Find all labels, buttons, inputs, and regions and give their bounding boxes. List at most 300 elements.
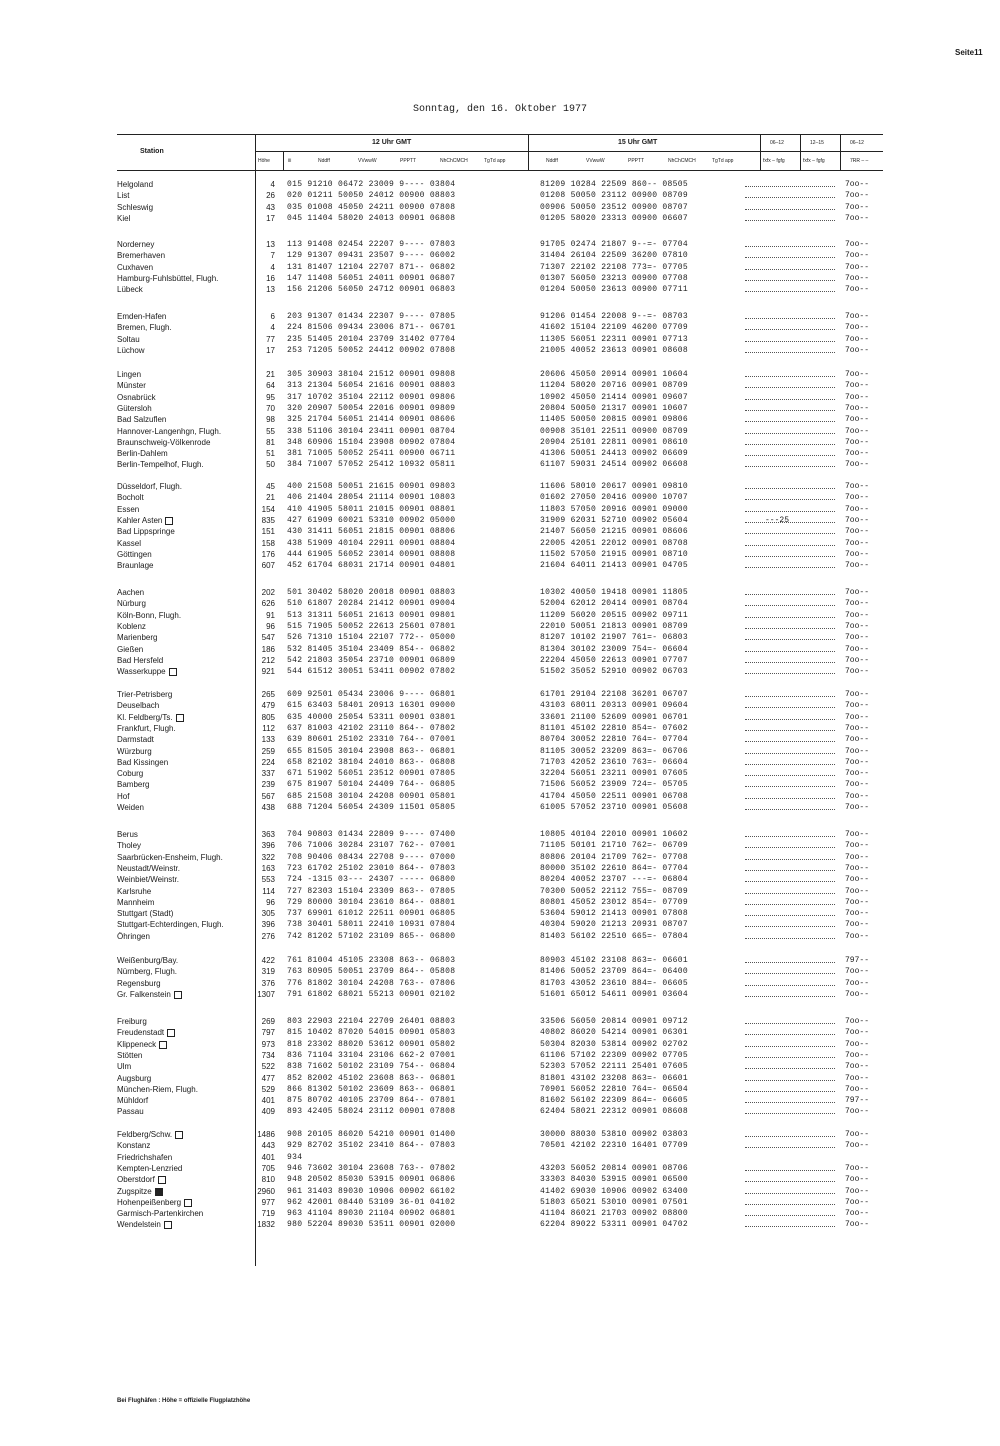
station-name [117, 527, 175, 536]
obs-12utc: 015 91210 06472 23009 9---- 03804 [287, 180, 456, 189]
station-name [117, 599, 146, 608]
station-label: Tholey [117, 841, 142, 850]
leader-dots [745, 499, 835, 500]
obs-15utc: 53604 59012 21413 00901 07808 [540, 909, 688, 918]
station-height: 797 [261, 1028, 275, 1037]
station-height: 4 [270, 180, 275, 189]
trend-value: 7oo-- [845, 323, 870, 332]
obs-15utc: 80204 40052 23707 ---=- 06804 [540, 875, 688, 884]
fxfx-header-1: fxfx – fgfg [763, 158, 785, 164]
leader-dots [745, 533, 835, 534]
obs-15utc: 32204 56051 23211 00901 07605 [540, 769, 688, 778]
obs-15utc: 81403 56102 22510 665=- 07804 [540, 932, 688, 941]
leader-dots [745, 798, 835, 799]
station-label: Garmisch-Partenkirchen [117, 1209, 204, 1218]
obs-12utc: 384 71007 57052 25412 10932 05811 [287, 460, 456, 469]
obs-12utc: 838 71602 50102 23109 754-- 06804 [287, 1062, 456, 1071]
station-label: Coburg [117, 769, 144, 778]
trend-value: 7oo-- [845, 803, 870, 812]
station-height: 805 [261, 713, 275, 722]
trend-value: 7oo-- [845, 438, 870, 447]
square-icon [159, 1041, 167, 1049]
leader-dots [745, 870, 835, 871]
leader-dots [745, 809, 835, 810]
station-label: Hof [117, 792, 130, 801]
obs-15utc: 30000 88030 53810 00902 03803 [540, 1130, 688, 1139]
trend-value: 7oo-- [845, 853, 870, 862]
station-height: 21 [266, 370, 275, 379]
obs-12utc: 609 92501 05434 23006 9---- 06801 [287, 690, 456, 699]
leader-dots [745, 376, 835, 377]
station-label: Helgoland [117, 180, 154, 189]
station-name [117, 1209, 203, 1218]
station-label: Berlin-Tempelhof, Flugh. [117, 460, 204, 469]
station-label: Bad Salzuflen [117, 415, 167, 424]
obs-15utc: 80000 35102 22610 864=- 07704 [540, 864, 688, 873]
station-name [117, 803, 144, 812]
obs-12utc: 045 11404 58020 24013 00901 06808 [287, 214, 456, 223]
leader-dots [745, 341, 835, 342]
station-height: 973 [261, 1040, 275, 1049]
leader-dots [745, 545, 835, 546]
leader-dots [745, 904, 835, 905]
station-label: Lübeck [117, 285, 143, 294]
obs-12utc: 723 61702 25102 23010 864-- 07803 [287, 864, 456, 873]
obs-12utc: 338 51106 30104 23411 00901 08704 [287, 427, 456, 436]
obs-15utc: 40304 59020 21213 20931 08707 [540, 920, 688, 929]
station-label: Konstanz [117, 1141, 151, 1150]
trend-value: 7oo-- [845, 1040, 870, 1049]
station-label: Koblenz [117, 622, 146, 631]
station-name [117, 404, 152, 413]
station-height: 224 [261, 758, 275, 767]
leader-dots [745, 220, 835, 221]
trend-value: 7oo-- [845, 588, 870, 597]
obs-15utc: 81105 30052 23209 863=- 06706 [540, 747, 688, 756]
trend-value: 797-- [845, 956, 870, 965]
station-height: 479 [261, 701, 275, 710]
obs-15utc: 01307 56050 23213 00900 07708 [540, 274, 688, 283]
obs-15utc: 33506 56050 20814 00901 09712 [540, 1017, 688, 1026]
station-name [117, 346, 145, 355]
obs-12utc: 313 21304 56054 21616 00901 08803 [287, 381, 456, 390]
trend-value: 7oo-- [845, 191, 870, 200]
station-height: 50 [266, 460, 275, 469]
station-height: 396 [261, 920, 275, 929]
station-height: 409 [261, 1107, 275, 1116]
station-height: 64 [266, 381, 275, 390]
station-height: 363 [261, 830, 275, 839]
obs-12utc: 704 90803 01434 22809 9---- 07400 [287, 830, 456, 839]
station-header: Station [140, 148, 164, 155]
station-label: Feldberg/Schw. [117, 1130, 173, 1139]
trend-value: 7oo-- [845, 1074, 870, 1083]
obs-15utc: 22204 45050 22613 00901 07707 [540, 656, 688, 665]
trend-value: 797-- [845, 1096, 870, 1105]
trend-value: 7oo-- [845, 1141, 870, 1150]
station-height: 202 [261, 588, 275, 597]
obs-15utc: 71703 42052 23610 763=- 06604 [540, 758, 688, 767]
station-name [117, 701, 159, 710]
station-height: 81 [266, 438, 275, 447]
station-height: 607 [261, 561, 275, 570]
station-name [117, 393, 156, 402]
obs-12utc: 875 80702 40105 23709 864-- 07801 [287, 1096, 456, 1105]
obs-12utc: 637 81003 42102 23110 864-- 07802 [287, 724, 456, 733]
station-label: Lingen [117, 370, 142, 379]
station-name [117, 493, 144, 502]
station-label: Wendelstein [117, 1220, 161, 1229]
obs-15utc: 81801 43102 23208 863=- 06601 [540, 1074, 688, 1083]
trend-value: 7oo-- [845, 1220, 870, 1229]
obs-12utc: 381 71005 50052 25411 00900 06711 [287, 449, 456, 458]
col-nhch-15: NhChCMCH [668, 158, 696, 164]
station-label: Nürburg [117, 599, 146, 608]
obs-12utc: 948 20502 85030 53915 00901 06806 [287, 1175, 456, 1184]
obs-12utc: 761 81004 45105 23308 863-- 06803 [287, 956, 456, 965]
station-name [117, 690, 172, 699]
station-height: 626 [261, 599, 275, 608]
leader-dots [745, 522, 835, 523]
leader-dots [745, 1068, 835, 1069]
obs-15utc: 51502 35052 52910 00902 06703 [540, 667, 688, 676]
obs-15utc: 11209 56020 20515 00902 09711 [540, 611, 688, 620]
station-label: Braunschweig-Völkenrode [117, 438, 211, 447]
station-name [117, 449, 168, 458]
station-name [117, 656, 163, 665]
obs-12utc: 224 81506 09434 23006 871-- 06701 [287, 323, 456, 332]
obs-12utc: 253 71205 50052 24412 00902 07808 [287, 346, 456, 355]
trend-value: 7oo-- [845, 909, 870, 918]
obs-15utc: 81209 10284 22509 860-- 08505 [540, 180, 688, 189]
leader-dots [745, 775, 835, 776]
station-label: Bocholt [117, 493, 144, 502]
station-name [117, 747, 152, 756]
station-label: Essen [117, 505, 140, 514]
trend-value: 7oo-- [845, 724, 870, 733]
obs-15utc: 11606 58010 20617 00901 09810 [540, 482, 688, 491]
obs-12utc: 791 61802 68021 55213 00901 02102 [287, 990, 456, 999]
trend-value: 7oo-- [845, 1017, 870, 1026]
obs-15utc: 11803 57050 20916 00901 09000 [540, 505, 688, 514]
station-name [117, 909, 173, 918]
obs-15utc: 71506 56052 23909 724=- 05705 [540, 780, 688, 789]
obs-12utc: 929 82702 35102 23410 864-- 07803 [287, 1141, 456, 1150]
station-name [117, 622, 146, 631]
station-height: 13 [266, 240, 275, 249]
trend-value: 7oo-- [845, 274, 870, 283]
gmt12-header: 12 Uhr GMT [372, 139, 412, 146]
obs-15utc: 21407 56050 21215 00901 08606 [540, 527, 688, 536]
trend-value: 7oo-- [845, 701, 870, 710]
trend-value: 7oo-- [845, 516, 870, 525]
obs-15utc: 01208 50050 23112 00900 08709 [540, 191, 688, 200]
trend-value: 7oo-- [845, 285, 870, 294]
obs-15utc: 11305 56051 22311 00901 07713 [540, 335, 688, 344]
obs-15utc: 31404 26104 22509 36200 07810 [540, 251, 688, 260]
station-label: Mannheim [117, 898, 155, 907]
obs-12utc: 020 01211 50050 24012 00900 08803 [287, 191, 456, 200]
obs-12utc: 532 81405 35104 23409 854-- 06802 [287, 645, 456, 654]
station-name [117, 381, 146, 390]
obs-15utc: 91705 02474 21807 9--=- 07704 [540, 240, 688, 249]
station-height: 112 [262, 724, 275, 733]
obs-12utc: 156 21206 56050 24712 00901 06803 [287, 285, 456, 294]
leader-dots [745, 605, 835, 606]
obs-12utc: 776 81802 30104 24208 763-- 07806 [287, 979, 456, 988]
obs-15utc: 61701 29104 22108 36201 06707 [540, 690, 688, 699]
station-name [117, 312, 166, 321]
obs-12utc: 635 40000 25054 53311 00901 03801 [287, 713, 456, 722]
obs-15utc: 41602 15104 22109 46200 07709 [540, 323, 688, 332]
station-height: 443 [261, 1141, 275, 1150]
obs-15utc: 81101 45102 22810 854=- 07602 [540, 724, 688, 733]
obs-15utc: 21604 64011 21413 00901 04705 [540, 561, 688, 570]
leader-dots [745, 836, 835, 837]
leader-dots [745, 1034, 835, 1035]
trend-value: 7oo-- [845, 1175, 870, 1184]
obs-12utc: 035 01008 45050 24211 00900 07808 [287, 203, 456, 212]
filled-square-icon [155, 1188, 163, 1196]
trend-value: 7oo-- [845, 263, 870, 272]
station-height: 259 [261, 747, 275, 756]
trend-value: 7oo-- [845, 335, 870, 344]
station-name [117, 1198, 192, 1207]
station-label: Weinbiet/Weinstr. [117, 875, 179, 884]
obs-15utc: 81602 56102 22309 864=- 06605 [540, 1096, 688, 1105]
station-label: Bad Lippspringe [117, 527, 175, 536]
obs-12utc: 763 80905 50051 23709 864-- 05808 [287, 967, 456, 976]
gust-value: ---25 [765, 516, 790, 525]
station-label: Aachen [117, 588, 145, 597]
leader-dots [745, 511, 835, 512]
trend-value: 7oo-- [845, 393, 870, 402]
trend-value: 7oo-- [845, 493, 870, 502]
station-label: Kahler Asten [117, 516, 163, 525]
leader-dots [745, 567, 835, 568]
station-label: Bremerhaven [117, 251, 166, 260]
col-vvwww-15: VVwwW [586, 158, 605, 164]
obs-12utc: 685 21508 30104 24208 00901 05801 [287, 792, 456, 801]
leader-dots [745, 996, 835, 997]
station-name [117, 864, 180, 873]
station-name [117, 713, 184, 722]
obs-15utc: 43103 68011 20313 00901 09604 [540, 701, 688, 710]
station-height: 810 [261, 1175, 275, 1184]
range-12-15: 12–15 [810, 140, 824, 146]
station-name [117, 214, 130, 223]
leader-dots [745, 938, 835, 939]
station-label: Klippeneck [117, 1040, 157, 1049]
station-name [117, 370, 141, 379]
obs-12utc: 320 20907 50054 22016 00901 09809 [287, 404, 456, 413]
station-height: 16 [266, 274, 275, 283]
leader-dots [745, 1226, 835, 1227]
station-name [117, 203, 153, 212]
col-ppptt-12: PPPTT [400, 158, 417, 164]
obs-12utc: 742 81202 57102 23109 865-- 06800 [287, 932, 456, 941]
station-name [117, 667, 177, 676]
station-height: 553 [261, 875, 275, 884]
obs-15utc: 51803 65021 53010 00901 07501 [540, 1198, 688, 1207]
station-label: Hamburg-Fuhlsbüttel, Flugh. [117, 274, 219, 283]
station-label: Soltau [117, 335, 140, 344]
station-label: Braunlage [117, 561, 154, 570]
station-height: 977 [261, 1198, 275, 1207]
trend-value: 7oo-- [845, 1107, 870, 1116]
leader-dots [745, 1136, 835, 1137]
leader-dots [745, 1023, 835, 1024]
trend-value: 7oo-- [845, 645, 870, 654]
square-icon [175, 1131, 183, 1139]
station-name [117, 1107, 144, 1116]
station-height: 401 [261, 1153, 275, 1162]
trend-value: 7oo-- [845, 667, 870, 676]
obs-15utc: 70501 42102 22310 16401 07709 [540, 1141, 688, 1150]
obs-12utc: 438 51909 40104 22911 00901 08804 [287, 539, 456, 548]
footnote: Bei Flughäfen : Höhe = offizielle Flugplatzhöhe [117, 1398, 251, 1404]
obs-12utc: 515 71905 50052 22613 25601 07801 [287, 622, 456, 631]
trend-value: 7oo-- [845, 415, 870, 424]
station-height: 239 [261, 780, 275, 789]
station-name [117, 875, 179, 884]
station-name [117, 274, 218, 283]
station-label: Deuselbach [117, 701, 160, 710]
station-label: List [117, 191, 130, 200]
trend-value: 7oo-- [845, 920, 870, 929]
station-height: 151 [261, 527, 275, 536]
trend-value: 7oo-- [845, 550, 870, 559]
station-height: 186 [261, 645, 275, 654]
station-name [117, 1175, 166, 1184]
trend-value: 7oo-- [845, 505, 870, 514]
station-label: Regensburg [117, 979, 161, 988]
station-label: Stötten [117, 1051, 143, 1060]
station-name [117, 792, 129, 801]
leader-dots [745, 1204, 835, 1205]
header-bottom-rule [117, 170, 883, 171]
station-name [117, 251, 165, 260]
station-height: 133 [261, 735, 275, 744]
station-height: 305 [261, 909, 275, 918]
station-label: Öhringen [117, 932, 150, 941]
trend-value: 7oo-- [845, 203, 870, 212]
leader-dots [745, 1080, 835, 1081]
station-name [117, 505, 139, 514]
leader-dots [745, 926, 835, 927]
station-name [117, 191, 129, 200]
leader-dots [745, 197, 835, 198]
station-height: 2960 [257, 1187, 275, 1196]
page-title: Sonntag, den 16. Oktober 1977 [412, 104, 588, 115]
station-name [117, 1040, 167, 1049]
station-name [117, 1130, 183, 1139]
station-name [117, 482, 182, 491]
station-label: Trier-Petrisberg [117, 690, 173, 699]
obs-12utc: 706 71006 30284 23107 762-- 07001 [287, 841, 456, 850]
station-name [117, 920, 224, 929]
page-number: Seite11 [955, 48, 983, 57]
obs-15utc: 40802 86020 54214 00901 06301 [540, 1028, 688, 1037]
trend-value: 7oo-- [845, 769, 870, 778]
station-height: 322 [261, 853, 275, 862]
station-height: 96 [266, 898, 275, 907]
station-height: 376 [261, 979, 275, 988]
obs-12utc: 348 60906 15104 23908 00902 07804 [287, 438, 456, 447]
obs-12utc: 526 71310 15104 22107 772-- 05000 [287, 633, 456, 642]
trend-value: 7oo-- [845, 460, 870, 469]
leader-dots [745, 730, 835, 731]
station-label: Oberstdorf [117, 1175, 155, 1184]
station-name [117, 611, 181, 620]
trend-value: 7oo-- [845, 539, 870, 548]
station-label: Norderney [117, 240, 155, 249]
trend-value: 7oo-- [845, 633, 870, 642]
station-name [117, 588, 144, 597]
obs-12utc: 501 30402 58020 20018 00901 08803 [287, 588, 456, 597]
leader-dots [745, 433, 835, 434]
trend-value: 7oo-- [845, 690, 870, 699]
header-top-rule [117, 134, 883, 135]
station-label: Emden-Hafen [117, 312, 167, 321]
trend-value: 7oo-- [845, 404, 870, 413]
station-height: 95 [266, 393, 275, 402]
leader-dots [745, 985, 835, 986]
station-name [117, 735, 154, 744]
station-height: 212 [261, 656, 275, 665]
obs-12utc: 803 22903 22104 22709 26401 08803 [287, 1017, 456, 1026]
station-label: München-Riem, Flugh. [117, 1085, 198, 1094]
leader-dots [745, 847, 835, 848]
station-label: Bremen, Flugh. [117, 323, 172, 332]
station-height: 21 [266, 493, 275, 502]
obs-15utc: 31909 62031 52710 00902 05604 [540, 516, 688, 525]
obs-15utc: 22010 50051 21813 00901 08709 [540, 622, 688, 631]
station-name [117, 967, 177, 976]
square-icon [165, 517, 173, 525]
hoehe-header: Höhe [258, 158, 270, 164]
leader-dots [745, 651, 835, 652]
obs-15utc: 41104 86021 21703 00902 08800 [540, 1209, 688, 1218]
station-height: 719 [261, 1209, 275, 1218]
obs-12utc: 724 -1315 03--- 24307 ----- 06800 [287, 875, 456, 884]
leader-dots [745, 753, 835, 754]
obs-12utc: 729 80000 30104 23610 864-- 08801 [287, 898, 456, 907]
obs-12utc: 305 30903 38104 21512 00901 09808 [287, 370, 456, 379]
obs-15utc: 20904 25101 22811 00901 08610 [540, 438, 688, 447]
station-height: 17 [266, 346, 275, 355]
gmt-section-divider [528, 134, 529, 170]
obs-15utc: 50304 82030 53814 00902 02702 [540, 1040, 688, 1049]
header-mid-rule [255, 151, 883, 152]
station-height: 55 [266, 427, 275, 436]
obs-12utc: 908 20105 86020 54210 00901 01400 [287, 1130, 456, 1139]
station-label: Hohenpeißenberg [117, 1198, 182, 1207]
trend-value: 7oo-- [845, 979, 870, 988]
station-name [117, 932, 150, 941]
station-label: Wasserkuppe [117, 667, 166, 676]
obs-15utc: 81703 43052 23610 884=- 06605 [540, 979, 688, 988]
station-name [117, 956, 178, 965]
leader-dots [745, 1193, 835, 1194]
trend-value: 7oo-- [845, 561, 870, 570]
station-label: Bad Hersfeld [117, 656, 164, 665]
station-label: Berus [117, 830, 138, 839]
trend-value: 7oo-- [845, 449, 870, 458]
col-tgtd-15: TgTd app [712, 158, 734, 164]
station-label: Stuttgart (Stadt) [117, 909, 174, 918]
station-height: 176 [261, 550, 275, 559]
